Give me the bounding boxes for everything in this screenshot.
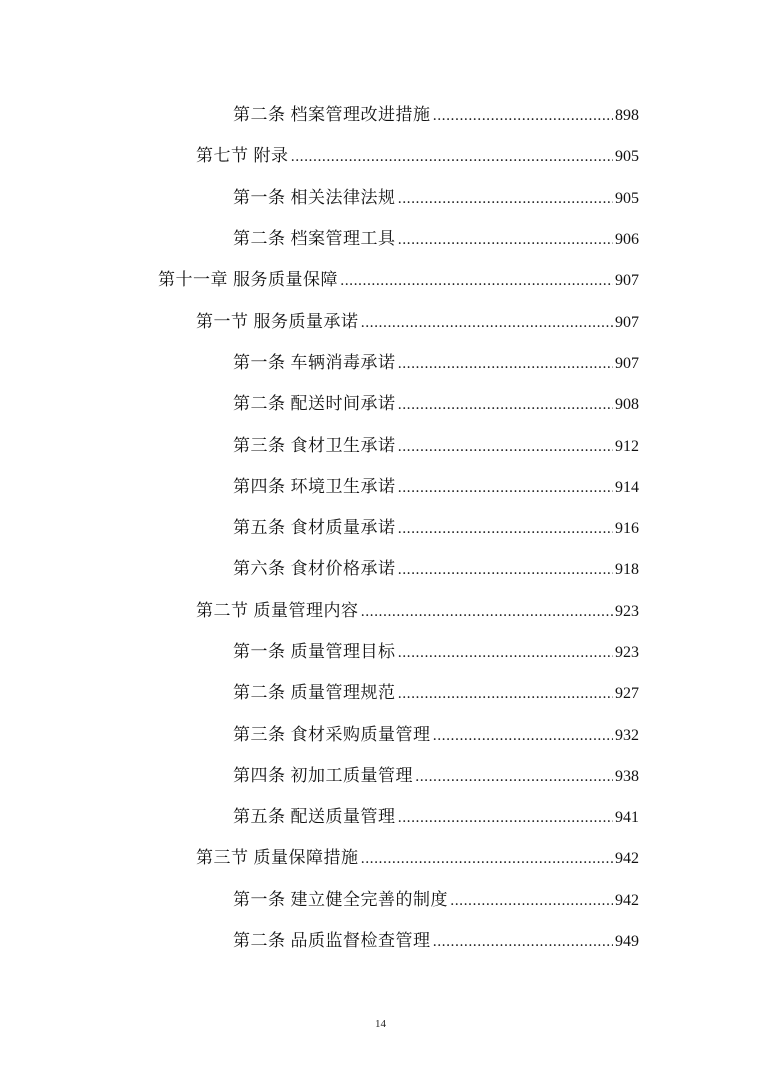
toc-entry-number: 第十一章 — [158, 270, 228, 291]
toc-entry-title: 相关法律法规 — [290, 187, 396, 208]
toc-entry-page: 906 — [615, 231, 639, 249]
toc-leader-dots — [398, 521, 614, 537]
toc-entry-title: 食材采购质量管理 — [290, 724, 431, 745]
page-number: 14 — [375, 1018, 386, 1030]
toc-entry-page: 918 — [615, 561, 639, 579]
toc-entry[interactable] — [0, 92, 761, 133]
toc-entry-number: 第一条 — [233, 889, 286, 910]
toc-leader-dots — [291, 149, 614, 165]
toc-leader-dots — [433, 108, 614, 124]
toc-entry[interactable] — [0, 629, 761, 670]
toc-entry[interactable] — [0, 711, 761, 752]
toc-entry-number: 第一条 — [233, 642, 286, 662]
toc-entry-number: 第二条 — [233, 683, 286, 704]
toc-entry-title: 附录 — [253, 146, 289, 167]
toc-entry-title: 食材卫生承诺 — [290, 435, 396, 456]
toc-entry-label — [233, 554, 396, 579]
toc-entry-page: 932 — [615, 726, 639, 744]
toc-entry-number: 第二条 — [233, 105, 286, 126]
toc-entry-label — [233, 431, 396, 456]
toc-entry[interactable] — [0, 918, 761, 959]
toc-entry-label — [196, 141, 289, 166]
toc-entry[interactable] — [0, 175, 761, 216]
toc-entry-number: 第三条 — [233, 435, 286, 456]
toc-entry-label — [233, 802, 396, 827]
toc-entry-page: 907 — [615, 313, 639, 331]
toc-entry-number: 第二条 — [233, 229, 286, 250]
toc-leader-dots — [415, 769, 613, 785]
toc-entry-page: 923 — [615, 602, 639, 620]
toc-leader-dots — [398, 232, 614, 248]
toc-entry-page: 927 — [615, 685, 639, 703]
toc-entry-number: 第七节 — [196, 146, 249, 167]
toc-entry-title: 车辆消毒承诺 — [290, 352, 396, 373]
toc-entry-page: 905 — [615, 148, 639, 166]
toc-entry[interactable] — [0, 216, 761, 257]
toc-entry-number: 第二条 — [233, 931, 286, 952]
toc-entry-page: 942 — [615, 891, 639, 909]
toc-entry-page: 949 — [615, 933, 639, 951]
toc-entry[interactable] — [0, 340, 761, 381]
toc-entry[interactable] — [0, 133, 761, 174]
toc-entry-page: 912 — [615, 437, 639, 455]
toc-entry-number: 第四条 — [233, 765, 286, 786]
toc-entry-number: 第二节 — [196, 600, 249, 621]
toc-entry-number: 第五条 — [233, 518, 286, 539]
toc-entry-page: 942 — [615, 850, 639, 868]
toc-entry-title: 食材质量承诺 — [290, 518, 396, 539]
toc-entry-title: 质量管理规范 — [290, 683, 396, 704]
toc-entry-label — [233, 348, 396, 373]
toc-entry-page: 941 — [615, 809, 639, 827]
toc-entry[interactable] — [0, 422, 761, 463]
toc-entry-label — [196, 596, 359, 621]
toc-entry[interactable] — [0, 505, 761, 546]
toc-entry-title: 服务质量保障 — [233, 270, 338, 291]
toc-entry-title: 服务质量承诺 — [253, 311, 359, 332]
toc-entry-title: 档案管理改进措施 — [290, 105, 431, 126]
toc-entry-number: 第三条 — [233, 724, 286, 745]
toc-entry-label — [158, 265, 338, 290]
toc-leader-dots — [433, 934, 614, 950]
toc-entry-page: 907 — [615, 272, 639, 290]
toc-entry-title: 质量保障措施 — [253, 848, 359, 869]
toc-entry[interactable] — [0, 794, 761, 835]
toc-entry[interactable] — [0, 877, 761, 918]
toc-entry-number: 第一节 — [196, 311, 249, 332]
toc-entry-title: 初加工质量管理 — [290, 765, 413, 786]
toc-entry-number: 第一条 — [233, 187, 286, 208]
toc-entry[interactable] — [0, 670, 761, 711]
toc-leader-dots — [398, 686, 614, 702]
toc-entry[interactable] — [0, 588, 761, 629]
toc-entry[interactable] — [0, 835, 761, 876]
toc-leader-dots — [398, 480, 614, 496]
toc-entry-page: 923 — [615, 644, 639, 661]
toc-entry-label — [233, 183, 396, 208]
toc-leader-dots — [398, 191, 614, 207]
toc-entry-title: 配送质量管理 — [290, 807, 396, 828]
toc-entry-title: 环境卫生承诺 — [290, 476, 396, 497]
toc-entry-label — [196, 843, 359, 868]
toc-entry-number: 第五条 — [233, 807, 286, 828]
toc-entry-title: 档案管理工具 — [290, 229, 396, 250]
toc-entry-page: 907 — [615, 354, 639, 372]
toc-entry-label — [233, 926, 431, 951]
toc-leader-dots — [361, 851, 614, 867]
toc-entry-label — [233, 637, 396, 662]
toc-entry-page: 914 — [615, 478, 639, 496]
toc-entry-page: 908 — [615, 396, 639, 414]
toc-leader-dots — [340, 273, 613, 289]
toc-leader-dots — [398, 439, 614, 455]
toc-entry-page: 916 — [615, 520, 639, 538]
toc-entry-label — [233, 224, 396, 249]
toc-entry-label — [233, 389, 396, 414]
toc-entry-title: 质量管理目标 — [290, 642, 396, 662]
toc-entry-page: 898 — [615, 107, 639, 125]
toc-entry[interactable] — [0, 753, 761, 794]
toc-entry[interactable] — [0, 298, 761, 339]
toc-leader-dots — [361, 604, 614, 620]
toc-leader-dots — [433, 728, 614, 744]
toc-entry[interactable] — [0, 464, 761, 505]
toc-entry-label — [233, 472, 396, 497]
toc-leader-dots — [361, 315, 614, 331]
toc-entry-label — [233, 678, 396, 703]
toc-entry-label — [233, 761, 413, 786]
toc-entry-label — [233, 885, 448, 910]
toc-entry-number: 第四条 — [233, 476, 286, 497]
toc-entry[interactable] — [0, 257, 761, 298]
toc-entry-number: 第六条 — [233, 559, 286, 580]
toc-entry[interactable] — [0, 546, 761, 587]
toc-entry-title: 质量管理内容 — [253, 600, 359, 621]
toc-entry-label — [196, 307, 359, 332]
table-of-contents — [0, 92, 761, 959]
toc-entry-page: 938 — [615, 767, 639, 785]
toc-entry-label — [233, 513, 396, 538]
toc-leader-dots — [398, 645, 614, 661]
toc-entry-number: 第二条 — [233, 394, 286, 415]
toc-leader-dots — [398, 356, 614, 372]
toc-leader-dots — [450, 893, 613, 909]
toc-entry-page: 905 — [615, 189, 639, 207]
toc-entry-title: 品质监督检查管理 — [290, 931, 431, 952]
toc-entry-number: 第一条 — [233, 352, 286, 373]
toc-entry-number: 第三节 — [196, 848, 249, 869]
toc-entry-label — [233, 720, 431, 745]
toc-entry-title: 食材价格承诺 — [290, 559, 396, 580]
toc-entry-title: 配送时间承诺 — [290, 394, 396, 415]
toc-leader-dots — [398, 562, 614, 578]
toc-leader-dots — [398, 810, 614, 826]
toc-leader-dots — [398, 397, 614, 413]
toc-entry-title: 建立健全完善的制度 — [290, 889, 448, 910]
toc-entry-label — [233, 100, 431, 125]
toc-entry[interactable] — [0, 381, 761, 422]
